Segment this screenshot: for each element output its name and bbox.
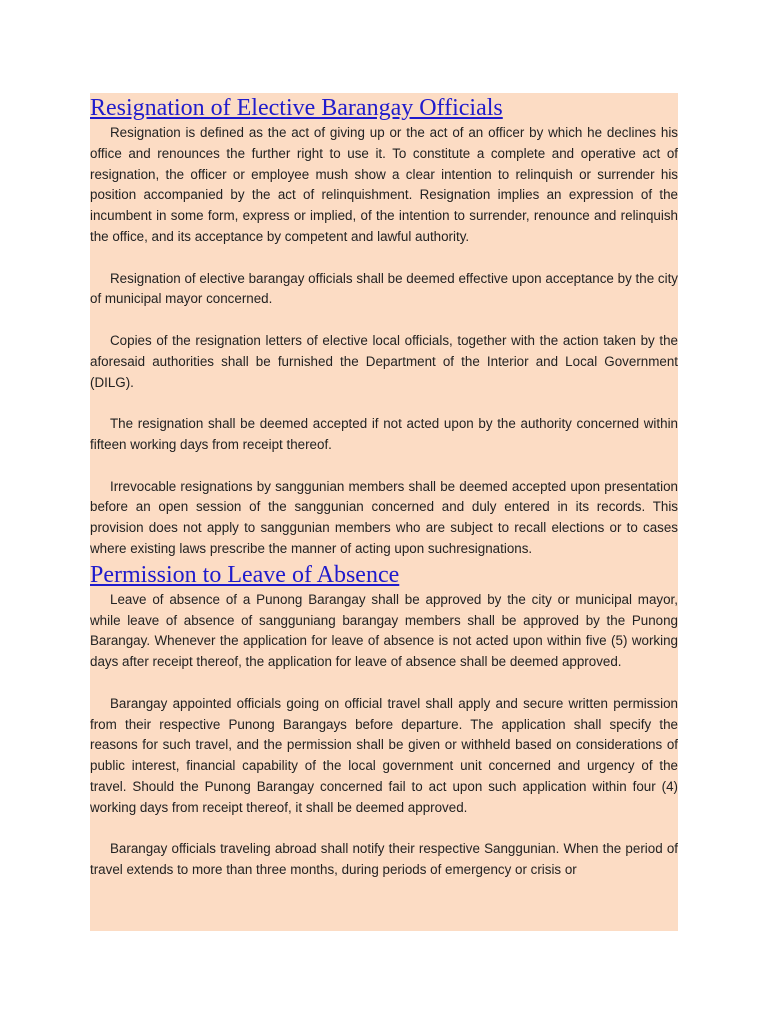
paragraph: Resignation of elective barangay officials shall be deemed effective upon acceptance by the city of municipal mayor concerned. xyxy=(90,270,678,307)
paragraph: Leave of absence of a Punong Barangay shall be approved by the city or municipal mayor, while leave of absence of sangguniang barangay members shall be approved by the Punong Barangay. Whenever the application for leave of absence is not acted upon within five (5) working days after receipt thereof, the application for leave of absence shall be deemed approved. xyxy=(90,591,678,670)
paragraph: Barangay appointed officials going on official travel shall apply and secure written permission from their respective Punong Barangays before departure. The application shall specify the reasons for such travel, and the permission shall be given or withheld based on considerations of public interest, financial capability of the local government unit concerned and urgency of the travel. Should the Punong Barangay concerned fail to act upon such application within four (4) working days from receipt thereof, it shall be deemed approved. xyxy=(90,695,678,815)
document-page xyxy=(90,93,678,931)
paragraph: Barangay officials traveling abroad shall notify their respective Sanggunian. When the period of travel extends to more than three months, during periods of emergency or crisis or xyxy=(90,841,678,878)
paragraph: Resignation is defined as the act of giving up or the act of an officer by which he declines his office and renounces the further right to use it. To constitute a complete and operative act of resignation, the officer or employee mush show a clear intention to relinquish or surrender his position accompanied by the act of relinquishment. Resignation implies an expression of the incumbent in some form, express or implied, of the intention to surrender, renounce and relinquish the office, and its acceptance by competent and lawful authority. xyxy=(90,125,678,244)
paragraph: Copies of the resignation letters of elective local officials, together with the action taken by the aforesaid authorities shall be furnished the Department of the Interior and Local Government (DILG). xyxy=(90,332,678,390)
paragraph: Irrevocable resignations by sanggunian members shall be deemed accepted upon presentation before an open session of the sanggunian concerned and duly entered in its records. This provision does not apply to sanggunian members who are subject to recall elections or to cases where existing laws prescribe the manner of acting upon suchresignations. xyxy=(90,478,678,556)
section-heading-leave-of-absence: Permission to Leave of Absence xyxy=(90,561,400,588)
paragraph: The resignation shall be deemed accepted if not acted upon by the authority concerned within fifteen working days from receipt thereof. xyxy=(90,416,678,452)
section-heading-resignation: Resignation of Elective Barangay Officials xyxy=(90,95,503,121)
